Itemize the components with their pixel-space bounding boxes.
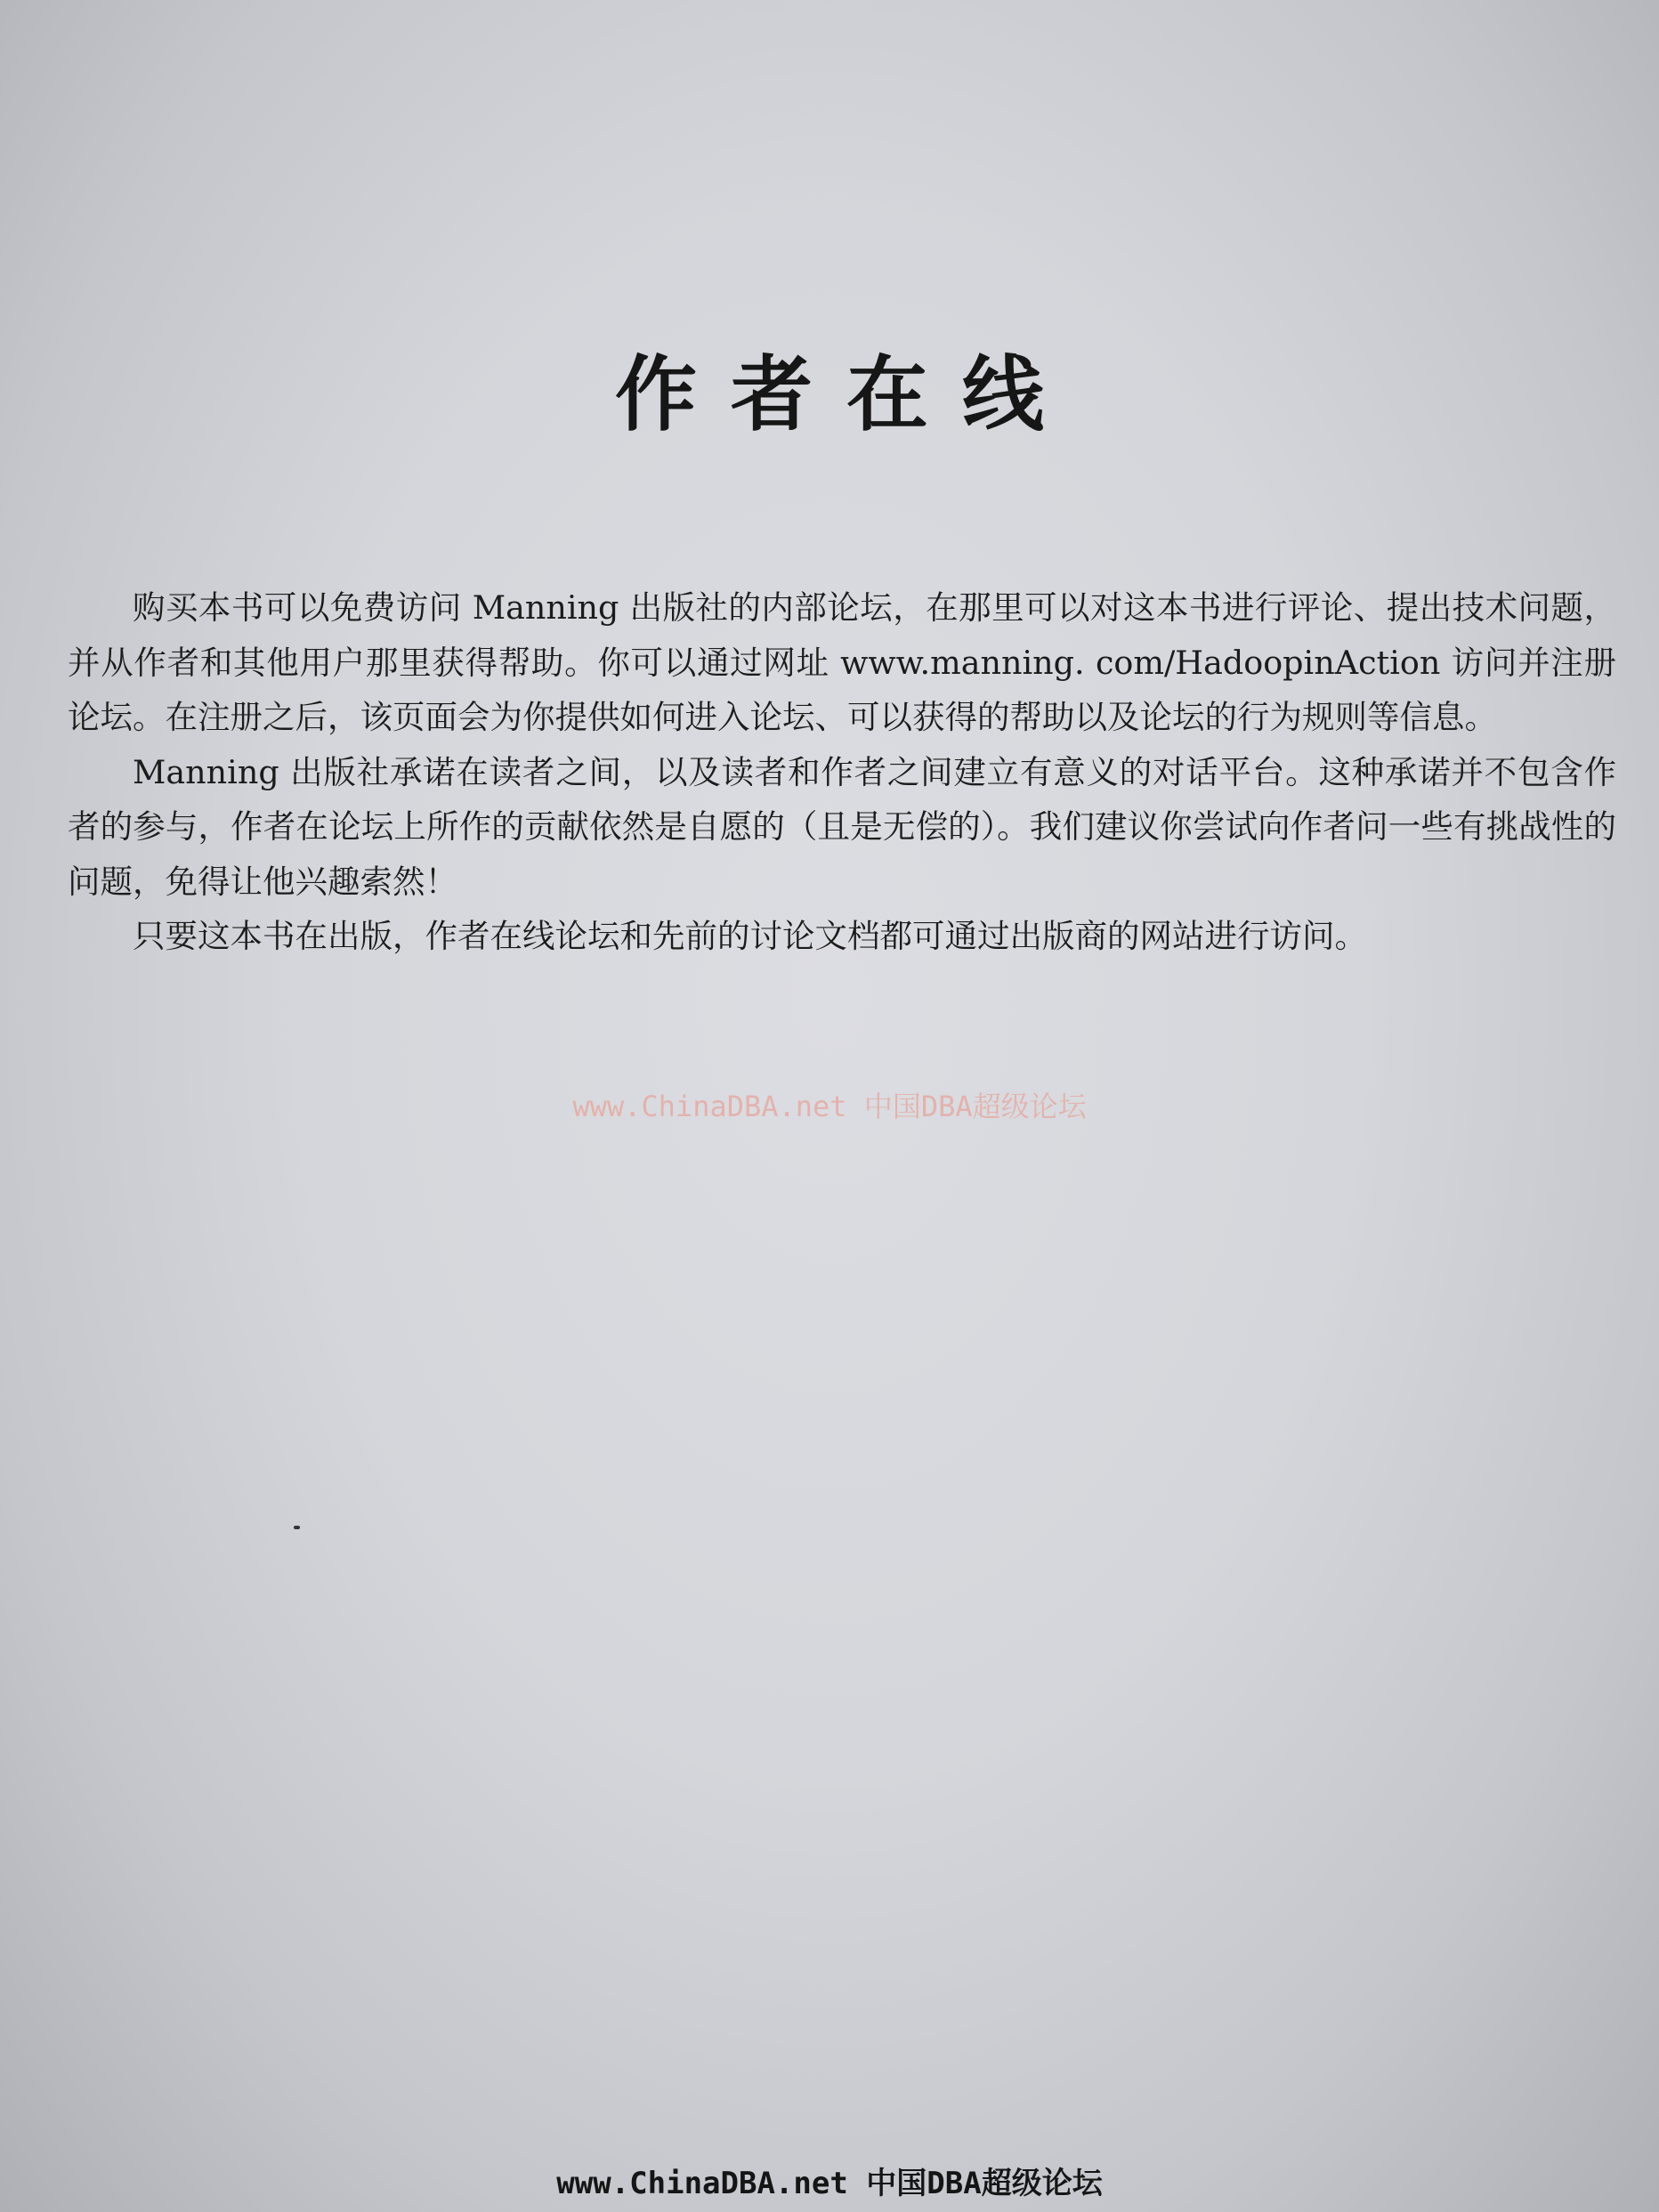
paragraph-3: 只要这本书在出版，作者在线论坛和先前的讨论文档都可通过出版商的网站进行访问。 — [133, 917, 1367, 955]
paragraph-2: Manning 出版社承诺在读者之间，以及读者和作者之间建立有意义的对话平台。这种承诺并不包含作者的参与，作者在论坛上所作的贡献依然是自愿的（且是无偿的）。我们建议你尝试向作者问一些有挑战性的问题，免得让他兴趣索然！ — [68, 752, 1616, 901]
page-title: 作者在线 — [614, 347, 1078, 442]
paragraph-1: 购买本书可以免费访问 Manning 出版社的内部论坛，在那里可以对这本书进行评论、提出技术问题，并从作者和其他用户那里获得帮助。你可以通过网址 www.manning. com/HadoopinAction 访问并注册论坛。在注册之后，该页面会为你提供如何进入论坛、可以获得的帮助以及论坛的行为规则等信息。 — [68, 588, 1616, 736]
body-text — [68, 580, 1616, 964]
watermark-middle: www.ChinaDBA.net 中国DBA超级论坛 — [572, 1090, 1087, 1123]
paper-speck — [294, 1526, 300, 1529]
watermark-bottom: www.ChinaDBA.net 中国DBA超级论坛 — [556, 2166, 1103, 2201]
